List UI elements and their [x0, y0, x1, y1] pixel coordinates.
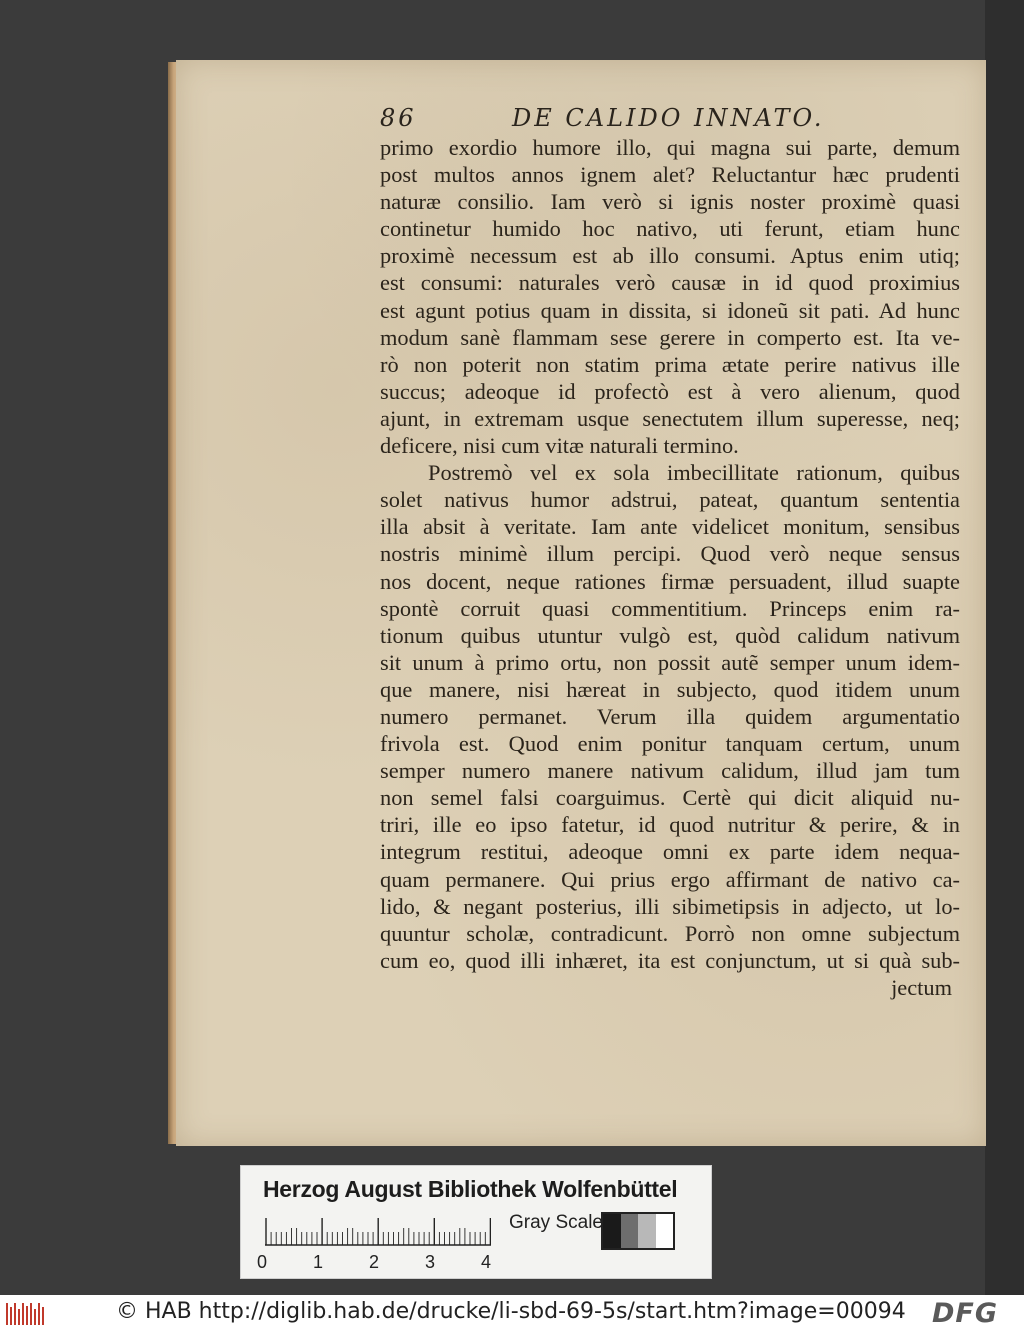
- text-line: cum eo, quod illi inhæret, ita est conjunctum, ut si quà sub-: [380, 947, 960, 973]
- text-line: lido, & negant posterius, illi sibimetipsis in adjecto, ut lo-: [380, 893, 960, 919]
- text-line: frivola est. Quod enim ponitur tanquam certum, unum: [380, 731, 960, 757]
- text-line: quam permanere. Qui prius ergo affirmant de nativo ca-: [380, 866, 960, 892]
- text-line: est consumi: naturales verò causæ in id quod proximius: [380, 270, 960, 296]
- gray-swatch: [656, 1214, 674, 1248]
- dfg-logo: DFG: [932, 1298, 999, 1329]
- text-line: proximè necessum est ab illo consumi. Aptus enim utiq;: [380, 243, 960, 269]
- ruler-number: 3: [425, 1252, 436, 1272]
- text-line: deficere, nisi cum vitæ naturali termino.: [380, 433, 739, 459]
- ruler-number: 1: [313, 1252, 324, 1272]
- text-line: illa absit à veritate. Iam ante videlicet monitum, sensibus: [380, 514, 960, 540]
- text-line: ajunt, in extremam usque senectutem illum superesse, neq;: [380, 405, 960, 431]
- text-line: sit unum à primo ortu, non possit autẽ semper unum idem-: [380, 649, 960, 675]
- text-line: integrum restitui, adeoque omni ex parte idem nequa-: [380, 839, 960, 865]
- page-number: 86: [380, 104, 417, 132]
- running-title: DE CALIDO INNATO.: [512, 104, 825, 132]
- text-line: rò non poterit non statim prima ætate perire nativus ille: [380, 351, 960, 377]
- text-line: quuntur scholæ, contradicunt. Porrò non omne subjectum: [380, 920, 960, 946]
- gray-swatch: [638, 1214, 656, 1248]
- text-line: modum sanè flammam sese gerere in comperto est. Ita ve-: [380, 324, 960, 350]
- text-line: non semel falsi coarguimus. Certè qui dicit aliquid nu-: [380, 785, 960, 811]
- footer-bar: [0, 1295, 1024, 1334]
- text-line: triri, ille eo ipso fatetur, id quod nutritur & perire, & in: [380, 812, 960, 838]
- text-line: spontè corruit quasi commentitium. Princeps enim ra-: [380, 595, 960, 621]
- text-line: tionum quibus utuntur vulgò est, quòd calidum nativum: [380, 622, 960, 648]
- gray-scale-swatch: [601, 1212, 675, 1250]
- ruler-number: 0: [257, 1252, 268, 1272]
- gray-swatch: [603, 1214, 621, 1248]
- library-label: [240, 1165, 712, 1279]
- ruler-numbers: [257, 1252, 511, 1274]
- text-line: solet nativus humor adstrui, pateat, quantum sententia: [380, 487, 960, 513]
- text-line: semper numero manere nativum calidum, illud jam tum: [380, 758, 960, 784]
- text-line: nostris minimè illum percipi. Quod verò neque sensus: [380, 541, 960, 567]
- ruler-icon: [265, 1214, 491, 1246]
- catchword: jectum: [891, 974, 952, 1000]
- barcode-icon: [6, 1301, 46, 1327]
- running-head: [380, 104, 850, 138]
- scan-background-right: [985, 0, 1024, 1295]
- library-name: Herzog August Bibliothek Wolfenbüttel: [263, 1176, 678, 1202]
- text-line: Postremò vel ex sola imbecillitate rationum, quibus: [428, 460, 960, 486]
- citation-link[interactable]: © HAB http://diglib.hab.de/drucke/li-sbd-69-5s/start.htm?image=00094: [116, 1299, 906, 1324]
- text-line: primo exordio humore illo, qui magna sui parte, demum: [380, 135, 960, 160]
- text-line: continetur humido hoc nativo, uti ferunt, etiam hunc: [380, 216, 960, 242]
- page-body-text: [380, 134, 960, 1001]
- ruler-number: 4: [481, 1252, 492, 1272]
- gray-scale-label: Gray Scale: [509, 1212, 603, 1233]
- text-line: succus; adeoque id profectò est à vero alienum, quod: [380, 378, 960, 404]
- text-line: que manere, nisi hæreat in subjecto, quod itidem unum: [380, 676, 960, 702]
- gray-swatch: [621, 1214, 639, 1248]
- text-line: nos docent, neque rationes firmæ persuadent, illud suapte: [380, 568, 960, 594]
- text-line: est agunt potius quam in dissita, si idoneũ sit pati. Ad hunc: [380, 297, 960, 323]
- ruler-number: 2: [369, 1252, 380, 1272]
- text-line: naturæ consilio. Iam verò si ignis noster proximè quasi: [380, 189, 960, 215]
- text-line: post multos annos ignem alet? Reluctantur hæc prudenti: [380, 162, 960, 188]
- text-line: numero permanet. Verum illa quidem argumentatio: [380, 703, 960, 729]
